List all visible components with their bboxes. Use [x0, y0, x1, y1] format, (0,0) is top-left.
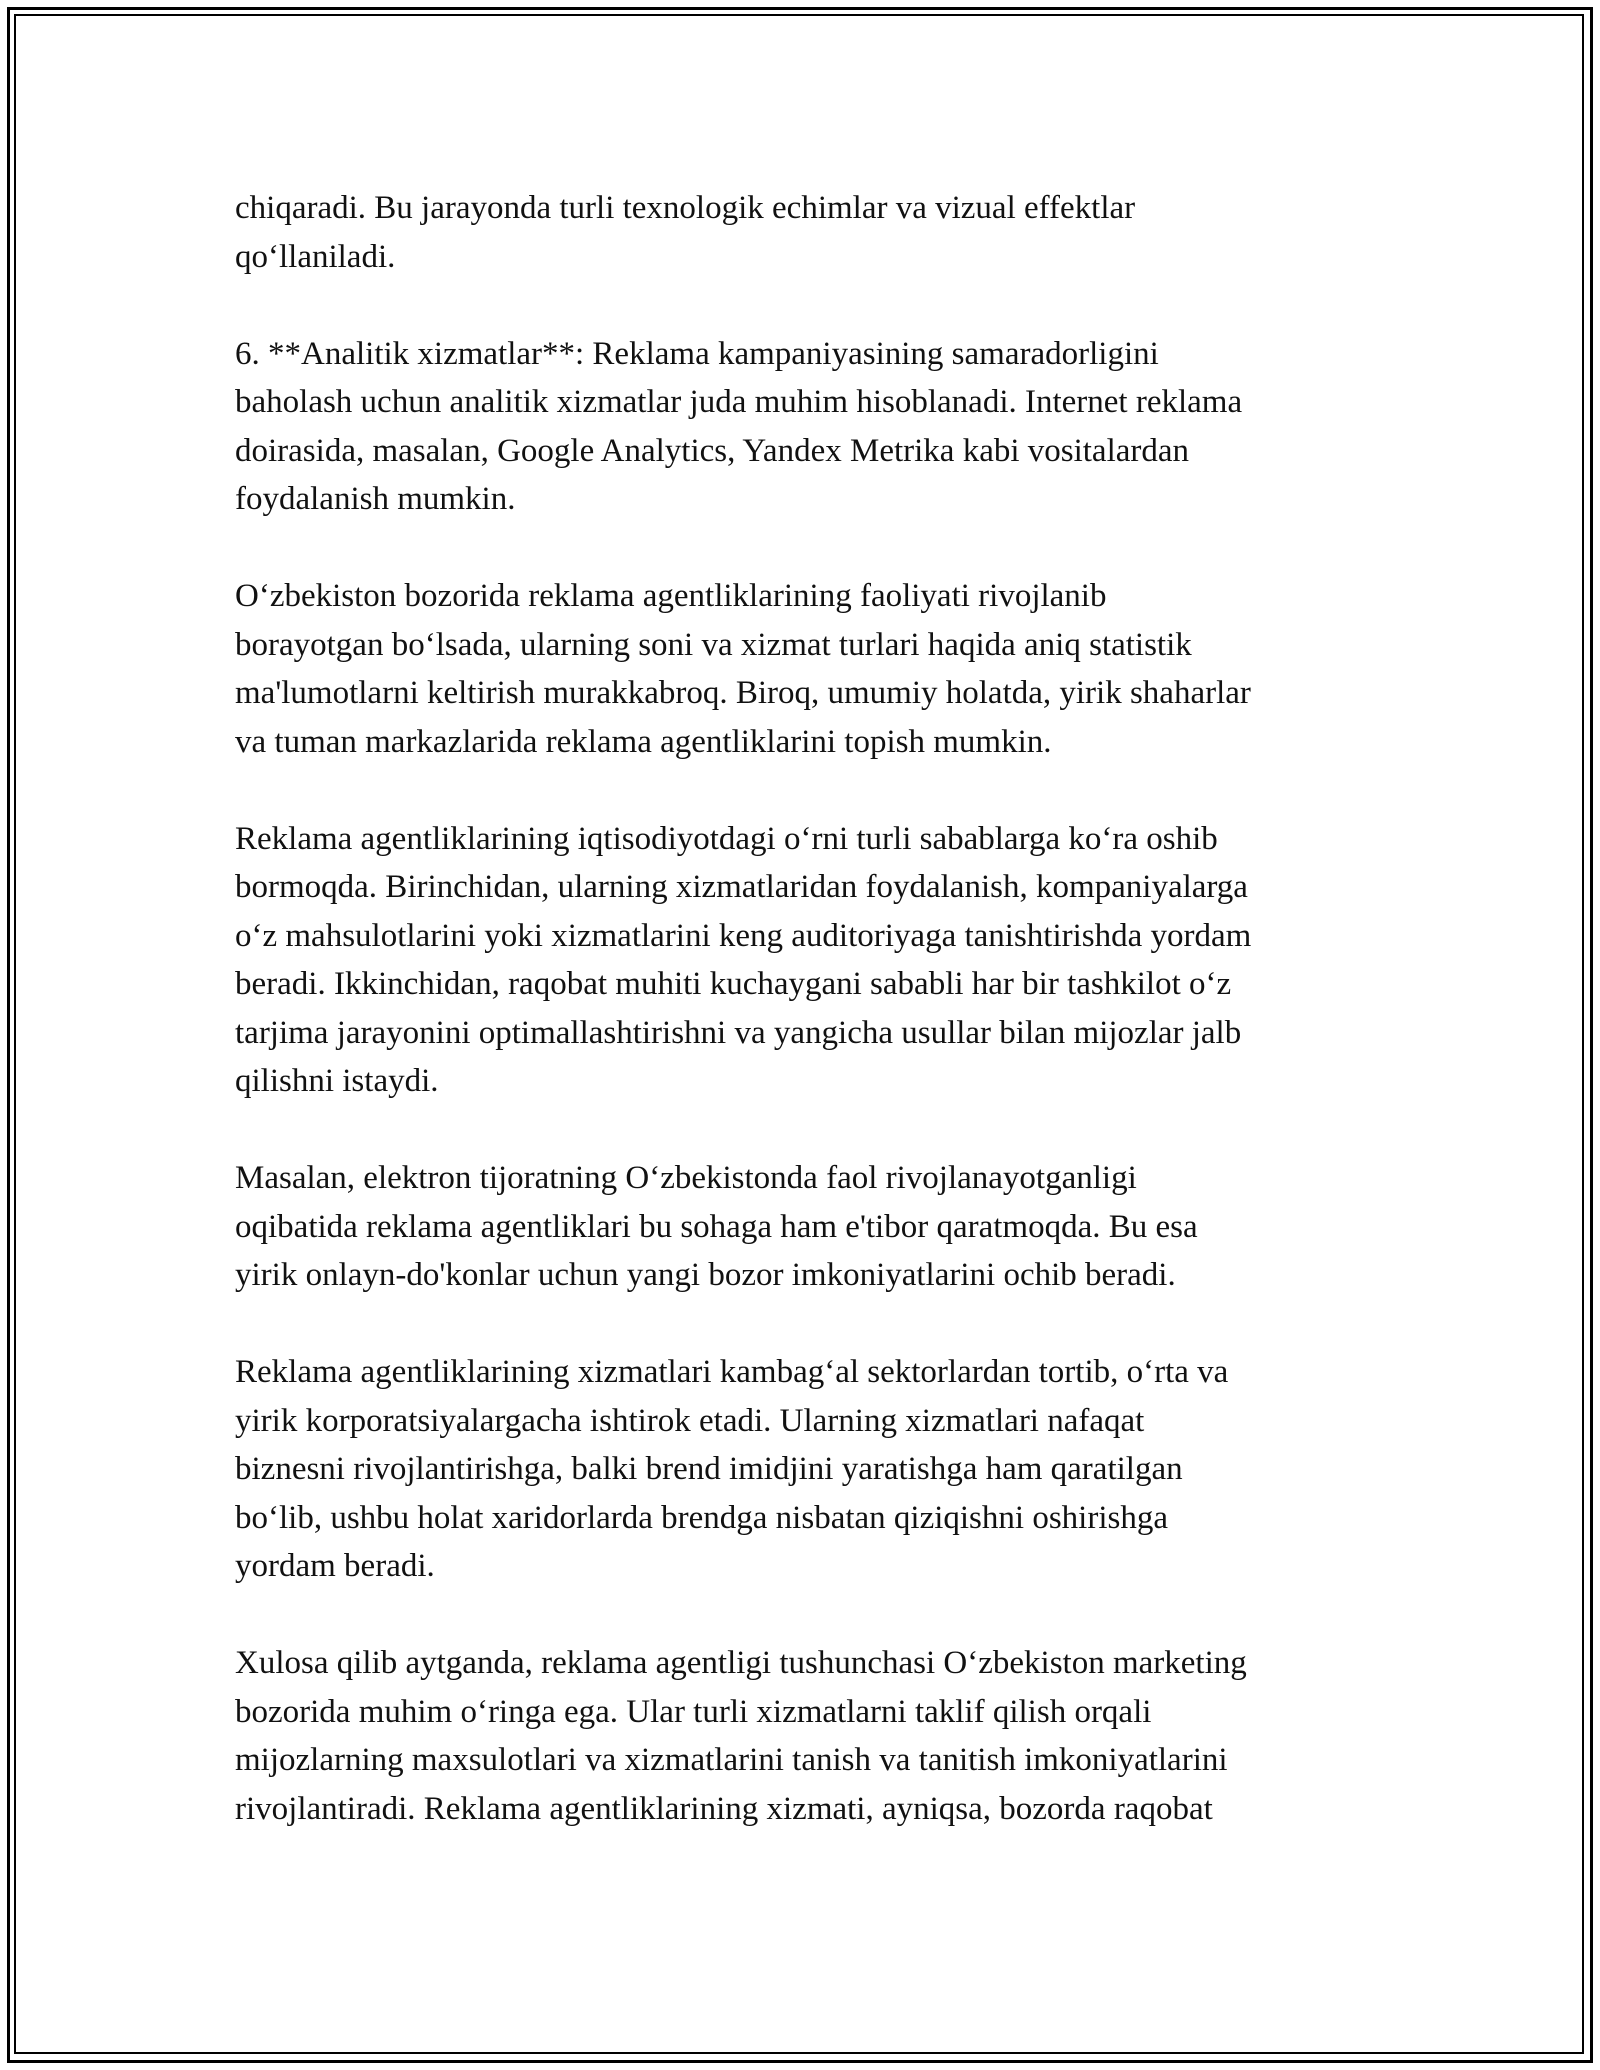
paragraph-continuation: chiqaradi. Bu jarayonda turli texnologik echimlar va vizual effektlar qo‘llaniladi. — [235, 190, 1136, 275]
paragraph-conclusion: Xulosa qilib aytganda, reklama agentligi tushunchasi O‘zbekiston marketing bozorida muhim o‘ringa ega. Ular turli xizmatlarni taklif qilish orqali mijozlarning maxsulotlari va xizmatlarini tanish va tanitish imkoniyatlarini rivojlantiradi. Reklama agentliklarining xizmati, ayniqsa, bozorda raqobat — [235, 1645, 1247, 1827]
paragraph-analytics-services: 6. **Analitik xizmatlar**: Reklama kampaniyasining samaradorligini baholash uchun analitik xizmatlar juda muhim hisoblanadi. Internet reklama doirasida, masalan, Google Analytics, Yandex Metrika kabi vositalardan foydalanish mumkin. — [235, 335, 1243, 517]
paragraph-sectors: Reklama agentliklarining xizmatlari kambag‘al sektorlardan tortib, o‘rta va yirik korporatsiyalargacha ishtirok etadi. Ularning xizmatlari nafaqat biznesni rivojlantirishga, balki brend imidjini yaratishga ham qaratilgan bo‘lib, ushbu holat xaridorlarda brendga nisbatan qiziqishni oshirishga yordam beradi. — [235, 1354, 1229, 1584]
paragraph-uzbekistan-market: O‘zbekiston bozorida reklama agentliklarining faoliyati rivojlanib borayotgan bo‘lsada, ularning soni va xizmat turlari haqida aniq statistik ma'lumotlarni keltirish murakkabroq. Biroq, umumiy holatda, yirik shaharlar va tuman markazlarida reklama agentliklarini topish mumkin. — [235, 578, 1251, 760]
paragraph-economic-role: Reklama agentliklarining iqtisodiyotdagi o‘rni turli sabablarga ko‘ra oshib bormoqda. Birinchidan, ularning xizmatlaridan foydalanish, kompaniyalarga o‘z mahsulotlarini yoki xizmatlarini keng auditoriyaga tanishtirishda yordam beradi. Ikkinchidan, raqobat muhiti kuchaygani sababli har bir tashkilot o‘z tarjima jarayonini optimallashtirishni va yangicha usullar bilan mijozlar jalb qilishni istaydi. — [235, 820, 1252, 1099]
document-body — [235, 184, 1385, 1882]
paragraph-e-commerce: Masalan, elektron tijoratning O‘zbekistonda faol rivojlanayotganligi oqibatida reklama agentliklari bu sohaga ham e'tibor qaratmoqda. Bu esa yirik onlayn-do'konlar uchun yangi bozor imkoniyatlarini ochib beradi. — [235, 1160, 1198, 1293]
